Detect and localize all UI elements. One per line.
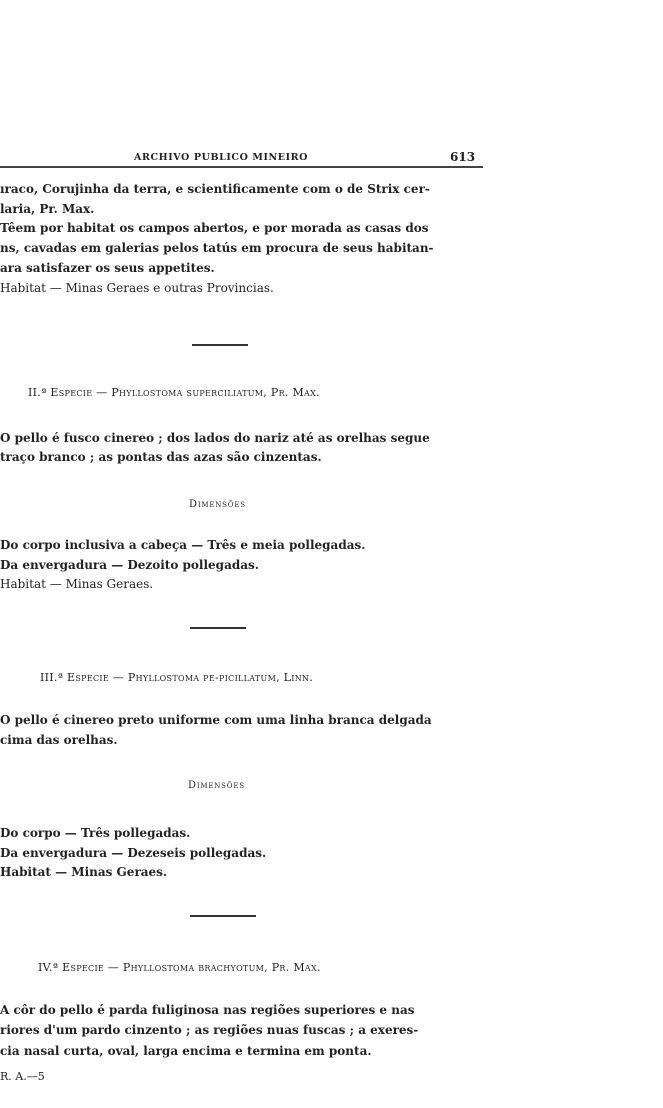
text-line: Da envergadura — Dezoito pollegadas. [0,558,259,572]
header-rule [0,166,483,168]
dimensions-title: Dimensões [189,499,246,510]
text-line: Habitat — Minas Geraes. [0,865,168,879]
text-line: Habitat — Minas Geraes e outras Provincias. [0,281,274,295]
text-line: Da envergadura — Dezeseis pollegadas. [0,846,267,860]
species-heading-text: II.ª Especie — Phyllostoma superciliatum, Pr. Max. [28,386,320,399]
section-divider [190,627,246,629]
species-heading-text: III.ª Especie — Phyllostoma pe-picillatum, Linn. [40,671,314,684]
text-line: A côr do pello é parda fuliginosa nas regiões superiores e nas [0,1003,415,1017]
text-line: ara satisfazer os seus appetites. [0,261,215,275]
section-heading [40,671,313,684]
text-line: O pello é fusco cinereo ; dos lados do nariz até as orelhas segue [0,431,430,445]
text-line: riores d'um pardo cinzento ; as regiões nuas fuscas ; a exeres- [0,1023,419,1037]
text-line: laria, Pr. Max. [0,202,95,216]
text-line: Do corpo — Três pollegadas. [0,826,191,840]
text-line: Têem por habitat os campos abertos, e por morada as casas dos [0,221,429,235]
text-line: Do corpo inclusiva a cabeça — Três e meia pollegadas. [0,538,366,552]
section-heading [38,961,321,974]
text-line: cia nasal curta, oval, larga encima e termina em ponta. [0,1044,372,1058]
dimensions-title: Dimensões [188,780,245,791]
text-line: ıraco, Corujinha da terra, e scientificamente com o de Strix cer- [0,182,430,196]
text-line: ns, cavadas em galerias pelos tatús em procura de seus habitan- [0,241,434,255]
text-line: cima das orelhas. [0,733,118,747]
section-heading [28,386,320,399]
running-header-title: ARCHIVO PUBLICO MINEIRO [134,152,309,163]
section-divider [192,344,248,346]
page-number: 613 [450,150,476,164]
text-line: traço branco ; as pontas das azas são cinzentas. [0,450,322,464]
text-line: Habitat — Minas Geraes. [0,577,154,591]
species-heading-text: IV.ª Especie — Phyllostoma brachyotum, Pr. Max. [38,961,321,974]
signature-mark: R. A.—5 [0,1070,45,1083]
text-line: O pello é cinereo preto uniforme com uma linha branca delgada [0,713,432,727]
section-divider [190,915,256,917]
